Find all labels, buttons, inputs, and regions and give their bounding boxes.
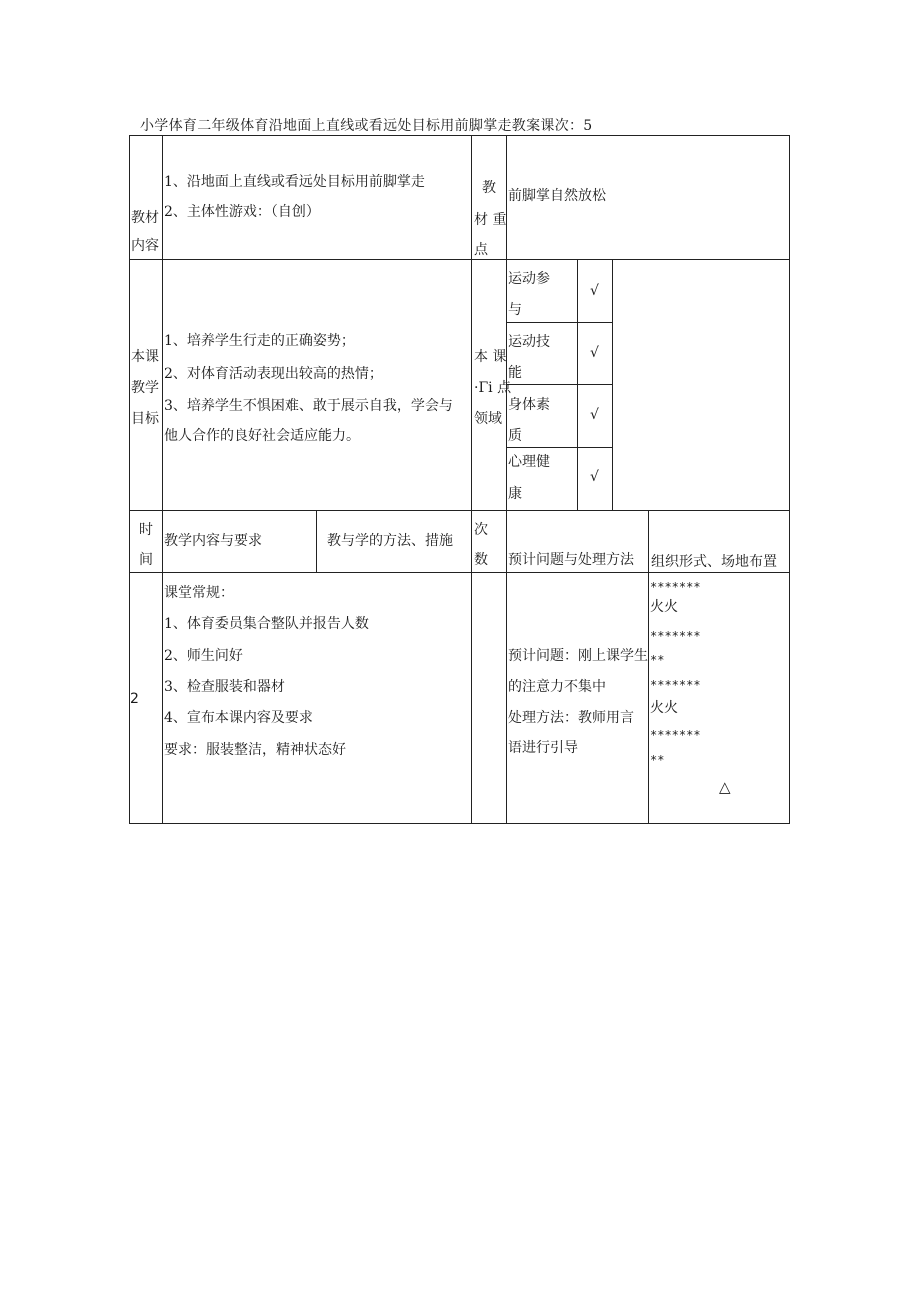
content-line: 课堂常规：	[164, 585, 234, 601]
header-problems: 预计问题与处理方法	[508, 552, 634, 568]
formation-row: *******	[650, 678, 701, 692]
col-divider	[162, 135, 163, 824]
content-label: 内容	[131, 238, 159, 254]
domain-col-divider	[612, 259, 613, 511]
teacher-triangle-icon: △	[719, 778, 731, 796]
header-content: 教学内容与要求	[164, 533, 262, 549]
check-mark: √	[590, 283, 599, 299]
content-label: 教材	[131, 210, 159, 226]
domain-label: ·Γi 点	[474, 380, 512, 396]
header-time: 时	[139, 522, 153, 538]
key-point-label: 点	[474, 242, 488, 258]
content-item: 2、主体性游戏：（自创）	[164, 204, 320, 220]
header-count: 数	[474, 552, 488, 568]
content-line: 3、检查服装和器材	[164, 679, 285, 695]
goal-item: 2、对体育活动表现出较高的热情；	[164, 366, 383, 382]
domain-name: 身体素	[508, 397, 550, 413]
problem-line: 的注意力不集中	[508, 679, 606, 695]
check-mark: √	[590, 407, 599, 423]
domain-name: 康	[508, 486, 522, 502]
col-divider	[316, 510, 317, 573]
problem-line: 语进行引导	[508, 740, 578, 756]
formation-row: **	[650, 653, 665, 667]
domain-divider	[506, 384, 613, 385]
key-point-label: 材 重	[474, 212, 507, 228]
header-time: 间	[139, 552, 153, 568]
goals-label: 目标	[131, 411, 159, 427]
check-mark: √	[590, 469, 599, 485]
domain-label: 本 课	[474, 349, 507, 365]
row-divider	[129, 572, 790, 573]
page-title: 小学体育二年级体育沿地面上直线或看远处目标用前脚掌走教案课次：5	[140, 118, 593, 134]
domain-col-divider	[577, 259, 578, 511]
domain-label: 领域	[474, 411, 502, 427]
col-divider	[471, 135, 472, 824]
table-border-right	[789, 135, 790, 824]
formation-row: 火火	[650, 700, 678, 716]
table-border-left	[129, 135, 130, 824]
domain-name: 运动技	[508, 334, 550, 350]
header-organization: 组织形式、场地布置	[651, 554, 777, 570]
table-border-top	[129, 135, 790, 136]
content-line: 1、体育委员集合整队并报告人数	[164, 616, 369, 632]
section-time: 2	[130, 691, 139, 707]
goals-label: 教学	[131, 380, 159, 396]
formation-row: *******	[650, 580, 701, 594]
domain-name: 能	[508, 365, 522, 381]
header-count: 次	[474, 522, 488, 538]
content-line: 4、宣布本课内容及要求	[164, 710, 313, 726]
formation-row: **	[650, 753, 665, 767]
key-point-text: 前脚掌自然放松	[508, 188, 606, 204]
row-divider	[129, 510, 790, 511]
domain-name: 运动参	[508, 271, 550, 287]
col-divider	[506, 135, 507, 824]
formation-row: *******	[650, 728, 701, 742]
domain-name: 心理健	[508, 454, 550, 470]
domain-name: 与	[508, 302, 522, 318]
col-divider	[648, 510, 649, 824]
goal-item: 他人合作的良好社会适应能力。	[164, 428, 360, 444]
content-line: 2、师生问好	[164, 648, 243, 664]
table-border-bottom	[129, 823, 790, 824]
goal-item: 1、培养学生行走的正确姿势；	[164, 333, 355, 349]
domain-divider	[506, 322, 613, 323]
check-mark: √	[590, 345, 599, 361]
problem-line: 处理方法：教师用言	[508, 710, 634, 726]
formation-row: 火火	[650, 599, 678, 615]
goal-item: 3、培养学生不惧困难、敢于展示自我，学会与	[164, 398, 453, 414]
goals-label: 本课	[131, 349, 159, 365]
problem-line: 预计问题：刚上课学生	[508, 648, 648, 664]
header-method: 教与学的方法、措施	[327, 533, 453, 549]
content-item: 1、沿地面上直线或看远处目标用前脚掌走	[164, 174, 425, 190]
domain-divider	[506, 447, 613, 448]
row-divider	[129, 259, 790, 260]
domain-name: 质	[508, 428, 522, 444]
content-line: 要求：服装整洁，精神状态好	[164, 742, 346, 758]
formation-row: *******	[650, 629, 701, 643]
key-point-label: 教	[482, 180, 496, 196]
